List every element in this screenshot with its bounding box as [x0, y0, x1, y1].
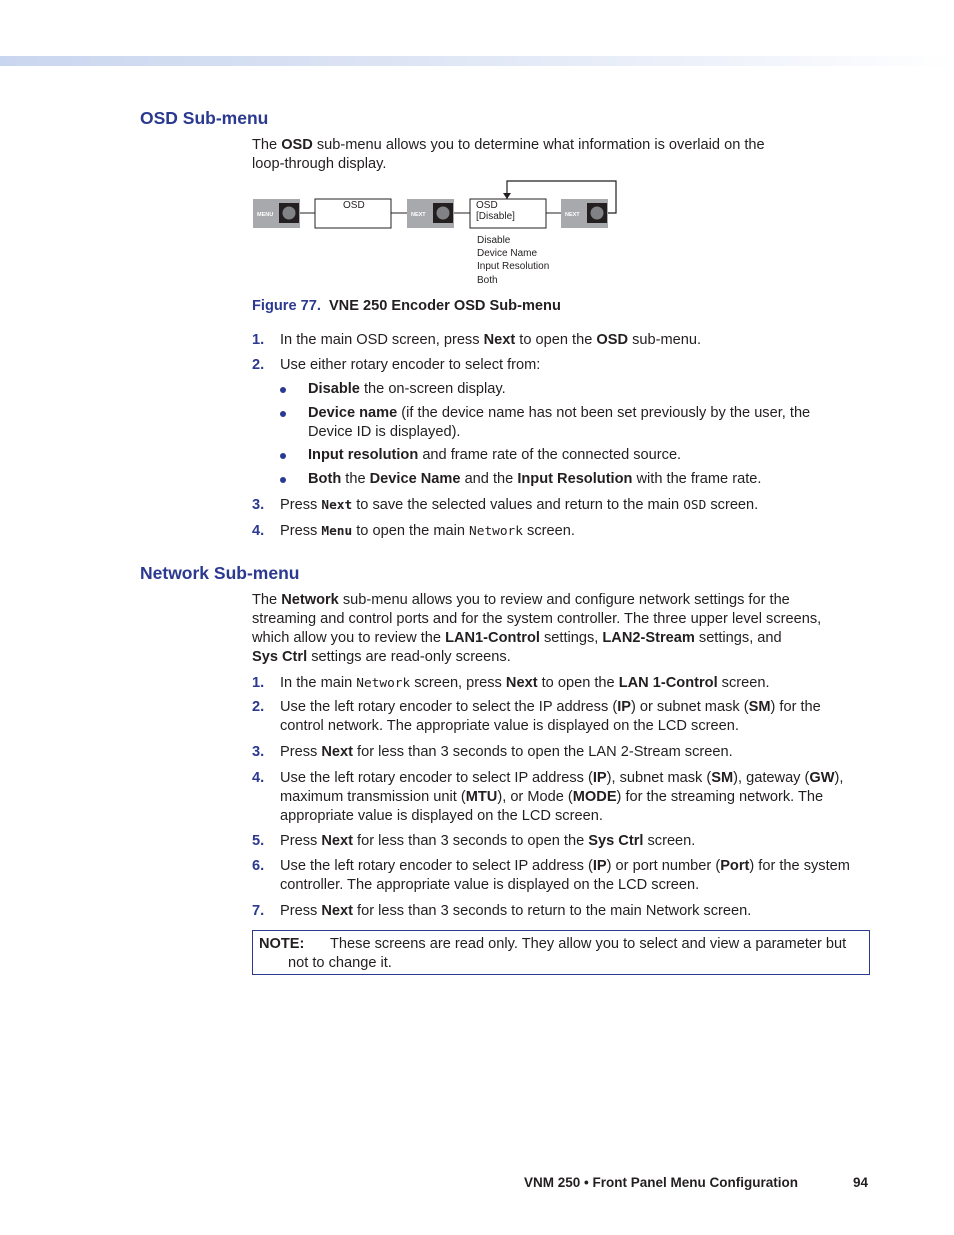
next-button-graphic-1 [407, 199, 454, 228]
svg-text:[Disable]: [Disable] [476, 211, 515, 222]
option-device-name: Device Name [477, 248, 538, 259]
footer-title: VNM 250 • Front Panel Menu Configuration [524, 1175, 798, 1190]
note-box [252, 930, 870, 975]
network-intro: The Network sub-menu allows you to review and configure network settings for the streaming and control ports and for the system controller. The three upper level screens, which allow you to review the LAN1-Control settings, LAN2-Stream settings, and Sys Ctrl settings are read-only screens. [252, 592, 822, 665]
svg-text:MENU: MENU [257, 212, 274, 218]
option-disable: Disable [477, 235, 511, 246]
svg-text:NEXT: NEXT [565, 212, 580, 218]
osd-diagram [252, 178, 632, 293]
page-number: 94 [853, 1175, 869, 1190]
bullet-dot [280, 387, 286, 393]
option-both: Both [477, 275, 498, 286]
osd-intro: The OSD sub-menu allows you to determine what information is overlaid on the loop-through display. [252, 137, 765, 172]
svg-text:NEXT: NEXT [411, 212, 426, 218]
option-input-resolution: Input Resolution [477, 261, 550, 272]
osd-heading: OSD Sub-menu [140, 108, 269, 128]
note-text-line-1: These screens are read only. They allow you to select and view a parameter but [330, 936, 847, 952]
bullet-dot [280, 411, 286, 417]
next-button-graphic-2 [561, 199, 608, 228]
osd-box-label: OSD [343, 200, 365, 211]
svg-text:OSD: OSD [476, 200, 498, 211]
network-heading: Network Sub-menu [140, 563, 300, 583]
header-bar [0, 56, 954, 66]
figure-caption: Figure 77. VNE 250 Encoder OSD Sub-menu [252, 298, 561, 314]
menu-button-graphic [253, 199, 300, 228]
bullet-dot [280, 477, 286, 483]
note-label: NOTE: [259, 936, 305, 952]
bullet-dot [280, 453, 286, 459]
note-text-line-2: not to change it. [288, 955, 392, 971]
